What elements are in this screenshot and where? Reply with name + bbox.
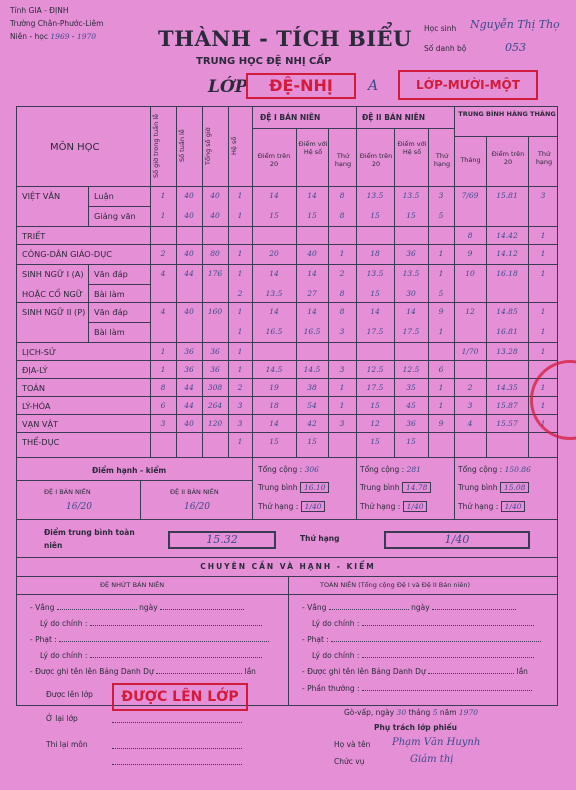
- conduct-sem1-label: ĐỆ I BÁN NIÊN: [44, 488, 91, 496]
- year-from: 1969: [50, 32, 70, 41]
- grade-cell-s2c: 17.5: [402, 327, 420, 336]
- grade-cell-r1: 8: [339, 289, 345, 298]
- grade-cell-s2: 18: [370, 249, 380, 258]
- s2-avg-value: 14.78: [402, 482, 431, 493]
- grade-cell-ms: 16.18: [496, 269, 518, 278]
- sem1-score-header: Điểm trên 20: [257, 152, 291, 168]
- student-label: Học sinh: [424, 24, 457, 33]
- grade-cell-t: 308: [207, 383, 223, 392]
- hours-header: Số giờ trong tuần lễ: [152, 113, 160, 179]
- grade-cell-s2c: 45: [406, 401, 416, 410]
- grade-cell-r1: 3: [339, 419, 345, 428]
- grade-cell-r1: 1: [339, 401, 345, 410]
- grade-cell-s1c: 14.5: [303, 365, 321, 374]
- grade-cell-s2c: 13.5: [402, 191, 420, 200]
- right-absent-row: - Vắng ngày: [302, 603, 552, 612]
- m-rank-value: 1/40: [501, 501, 526, 512]
- grade-cell-s1c: 42: [307, 419, 317, 428]
- sem2-score-header: Điểm trên 20: [359, 152, 393, 168]
- grade-cell-s1: 19: [269, 383, 279, 392]
- grade-cell-c: 1: [237, 307, 243, 316]
- grade-cell-c: 1: [237, 191, 243, 200]
- s1-total-label: Tổng cộng: [258, 465, 298, 474]
- name-value: Phạm Văn Huynh: [392, 737, 481, 748]
- conduct-sem1-value: 16/20: [66, 502, 92, 512]
- grade-cell-c: 3: [237, 419, 243, 428]
- grade-cell-mo: 9: [467, 249, 473, 258]
- grade-cell-t: 160: [207, 307, 223, 316]
- grade-cell-ms: 15.81: [496, 191, 518, 200]
- grade-cell-c: 1: [237, 327, 243, 336]
- grade-cell-s2c: 35: [406, 383, 416, 392]
- left-absent-row: - Vắng ngày: [30, 603, 280, 612]
- grade-cell-mo: 1/70: [461, 347, 479, 356]
- grade-cell-r2: 6: [438, 365, 444, 374]
- s1-avg-value: 16.10: [300, 482, 329, 493]
- grade-cell-s1: 13.5: [265, 289, 283, 298]
- grade-cell-r2: 1: [438, 401, 444, 410]
- monthly-header: TRUNG BÌNH HÀNG THÁNG: [458, 110, 556, 118]
- grade-cell-s2c: 15: [406, 437, 416, 446]
- grade-cell-mo: 10: [465, 269, 475, 278]
- m-rank-label: Thứ hạng: [458, 502, 494, 511]
- grade-cell-r2: 3: [438, 191, 444, 200]
- position-value: Giám thị: [410, 754, 454, 765]
- total-hours-header: Tổng số giờ: [204, 127, 212, 165]
- page-title: THÀNH - TÍCH BIỂU: [158, 26, 412, 51]
- grade-cell-mr: 1: [540, 383, 546, 392]
- grade-cell-r1: 8: [339, 307, 345, 316]
- grade-cell-s1c: 15: [307, 437, 317, 446]
- grade-cell-h: 8: [160, 383, 166, 392]
- grade-cell-t: 40: [210, 211, 220, 220]
- grade-cell-s1c: 27: [307, 289, 317, 298]
- sem1-rank-header: Thứ hạng: [334, 152, 352, 168]
- attendance-title: CHUYÊN CẦN VÀ HẠNH - KIỂM: [200, 562, 376, 571]
- grade-cell-w: 36: [184, 347, 194, 356]
- retake-label: Thi lại môn: [46, 740, 88, 749]
- grade-cell-w: 36: [184, 365, 194, 374]
- grade-cell-h: 3: [160, 419, 166, 428]
- grade-cell-t: 264: [207, 401, 223, 410]
- grade-cell-ms: 14.35: [496, 383, 518, 392]
- grade-cell-mr: 3: [540, 191, 546, 200]
- grade-cell-ms: 15.57: [496, 419, 518, 428]
- conduct-sem2-label: ĐỆ II BÁN NIÊN: [170, 488, 219, 496]
- grade-cell-w: 40: [184, 249, 194, 258]
- grade-cell-s2c: 36: [406, 419, 416, 428]
- grade-cell-h: 4: [160, 269, 166, 278]
- grade-cell-w: 44: [184, 383, 194, 392]
- grade-cell-s2: 12.5: [366, 365, 384, 374]
- subject-name: LỊCH-SỬ: [22, 347, 57, 357]
- grade-cell-c: 1: [237, 211, 243, 220]
- grade-cell-r1: 1: [339, 249, 345, 258]
- position-label: Chức vụ: [334, 757, 365, 766]
- grade-cell-c: 2: [237, 289, 243, 298]
- grade-cell-h: 6: [160, 401, 166, 410]
- grade-cell-s2: 12: [370, 419, 380, 428]
- grade-cell-h: 1: [160, 347, 166, 356]
- grade-cell-c: 1: [237, 437, 243, 446]
- promoted-stamp: ĐƯỢC LÊN LỚP: [112, 683, 248, 711]
- number-label: Số danh bộ: [424, 44, 467, 53]
- subject-name: THỂ-DỤC: [22, 437, 60, 447]
- grade-cell-s1c: 14: [307, 307, 317, 316]
- subject-sub: Văn đáp: [94, 307, 128, 317]
- subject-sub: Bài làm: [94, 289, 125, 299]
- grade-cell-r2: 5: [438, 289, 444, 298]
- class-stamp: ĐỆ-NHỊ: [246, 73, 356, 99]
- left-excuse-row-2: Lý do chính :: [40, 651, 285, 660]
- grade-cell-t: 120: [207, 419, 223, 428]
- school-label: Trường Chân-Phước-Liêm: [10, 19, 104, 28]
- right-honor-row: - Được ghi tên lên Bảng Danh Dự lần: [302, 667, 528, 676]
- s1-rank-label: Thứ hạng: [258, 502, 294, 511]
- left-excuse-row-1: Lý do chính :: [40, 619, 285, 628]
- grade-cell-r2: 1: [438, 269, 444, 278]
- grade-cell-w: 44: [184, 401, 194, 410]
- grade-cell-s2c: 14: [406, 307, 416, 316]
- number-value: 053: [505, 41, 526, 54]
- subject-sub: Giảng văn: [94, 211, 136, 221]
- s2-total-label: Tổng cộng: [360, 465, 400, 474]
- subject-name: SINH NGỮ I (A): [22, 269, 84, 279]
- subject-sub: Luận: [94, 191, 114, 201]
- grade-cell-h: 1: [160, 365, 166, 374]
- subject-name: VẠN VẬT: [22, 419, 59, 429]
- grade-cell-h: 1: [160, 191, 166, 200]
- class-label: LỚP: [208, 77, 248, 97]
- subject-sub: Văn đáp: [94, 269, 128, 279]
- month-score-header: Điểm trên 20: [491, 150, 525, 166]
- student-value: Nguyễn Thị Thọ: [470, 18, 560, 31]
- promoted-label: Được lên lớp: [46, 690, 93, 699]
- subject-sub: Bài làm: [94, 327, 125, 337]
- grade-cell-s2: 13.5: [366, 269, 384, 278]
- grade-cell-s2c: 36: [406, 249, 416, 258]
- subject-name: CÔNG-DÂN GIÁO-DỤC: [22, 249, 112, 259]
- grade-cell-t: 36: [210, 365, 220, 374]
- weeks-header: Số tuần lễ: [178, 129, 186, 163]
- sem2-rank-header: Thứ hạng: [433, 152, 451, 168]
- grade-cell-s2: 17.5: [366, 327, 384, 336]
- sem1-coef-header: Điểm với Hệ số: [298, 140, 328, 156]
- s1-total-value: 306: [304, 465, 319, 474]
- grade-cell-s1: 20: [269, 249, 279, 258]
- class-stamp-2: LỚP-MƯỜI-MỘT: [398, 70, 538, 100]
- m-total-label: Tổng cộng: [458, 465, 498, 474]
- grade-cell-r2: 9: [438, 419, 444, 428]
- grade-cell-s2c: 12.5: [402, 365, 420, 374]
- s2-avg-label: Trung bình: [360, 483, 400, 492]
- grade-cell-r1: 2: [339, 269, 345, 278]
- grade-cell-r2: 9: [438, 307, 444, 316]
- grade-cell-ms: 15.87: [496, 401, 518, 410]
- s1-rank-value: 1/40: [301, 501, 326, 512]
- grade-cell-s1c: 14: [307, 269, 317, 278]
- grade-cell-s2: 13.5: [366, 191, 384, 200]
- signer-title: Phụ trách lớp phiếu: [374, 723, 457, 732]
- grade-cell-mo: 4: [467, 419, 473, 428]
- grade-cell-s1: 18: [269, 401, 279, 410]
- grade-cell-s2: 15: [370, 401, 380, 410]
- grade-cell-c: 3: [237, 401, 243, 410]
- grade-cell-s2: 15: [370, 211, 380, 220]
- grade-cell-h: 1: [160, 211, 166, 220]
- repeat-label: Ở lại lớp: [46, 714, 78, 723]
- grade-cell-mr: 1: [540, 419, 546, 428]
- subject-name: TOÁN: [22, 383, 46, 393]
- grade-cell-w: 40: [184, 191, 194, 200]
- month-rank-header: Thứ hạng: [535, 150, 553, 166]
- grade-cell-r2: 1: [438, 327, 444, 336]
- grade-cell-s2: 15: [370, 289, 380, 298]
- coef-header: Hệ số: [230, 136, 238, 156]
- right-excuse-row-2: Lý do chính :: [312, 651, 557, 660]
- grade-cell-s1c: 40: [307, 249, 317, 258]
- sem2-header: ĐỆ II BÁN NIÊN: [362, 113, 426, 122]
- grade-cell-s2: 17.5: [366, 383, 384, 392]
- s1-avg-label: Trung bình: [258, 483, 298, 492]
- conduct-sem2-value: 16/20: [184, 502, 210, 512]
- page-subtitle: TRUNG HỌC ĐỆ NHỊ CẤP: [196, 56, 332, 67]
- s2-rank-value: 1/40: [403, 501, 428, 512]
- grade-cell-r1: 8: [339, 191, 345, 200]
- grade-cell-r2: 1: [438, 249, 444, 258]
- m-avg-value: 15.08: [500, 482, 529, 493]
- left-penalty-row: - Phạt :: [30, 635, 280, 644]
- sem1-header: ĐỆ I BÁN NIÊN: [260, 113, 321, 122]
- grade-cell-s1: 14.5: [265, 365, 283, 374]
- grade-cell-s1: 16.5: [265, 327, 283, 336]
- grade-cell-s2: 14: [370, 307, 380, 316]
- grade-cell-s2c: 15: [406, 211, 416, 220]
- grade-cell-r1: 1: [339, 383, 345, 392]
- grade-cell-s2c: 30: [406, 289, 416, 298]
- year-row: Niên - học 1969 - 1970: [10, 32, 97, 41]
- grade-cell-mo: 7/69: [461, 191, 479, 200]
- grade-cell-r2: 5: [438, 211, 444, 220]
- grade-cell-w: 40: [184, 211, 194, 220]
- sem2-coef-header: Điểm với Hệ số: [397, 140, 427, 156]
- grade-cell-c: 1: [237, 249, 243, 258]
- subject-name: VIỆT VĂN: [22, 191, 61, 201]
- grade-cell-w: 44: [184, 269, 194, 278]
- right-excuse-row-1: Lý do chính :: [312, 619, 557, 628]
- grade-cell-t: 80: [210, 249, 220, 258]
- grade-cell-t: 40: [210, 191, 220, 200]
- grade-cell-s1c: 38: [307, 383, 317, 392]
- grade-cell-mr: 1: [540, 347, 546, 356]
- grade-cell-mr: 1: [540, 269, 546, 278]
- grade-cell-t: 176: [207, 269, 223, 278]
- subject-header: MÔN HỌC: [50, 142, 100, 153]
- attendance-left-header: ĐỆ NHỨT BÁN NIÊN: [100, 581, 165, 589]
- yearly-rank-label: Thứ hạng: [300, 534, 340, 543]
- grade-cell-mr: 1: [540, 327, 546, 336]
- right-penalty-row: - Phạt :: [302, 635, 552, 644]
- grade-cell-ms: 16.81: [496, 327, 518, 336]
- m-avg-label: Trung bình: [458, 483, 498, 492]
- conduct-title: Điểm hạnh - kiểm: [92, 466, 167, 475]
- grade-cell-mr: 1: [540, 401, 546, 410]
- grade-cell-s1: 15: [269, 211, 279, 220]
- year-label: Niên - học: [10, 32, 49, 41]
- s2-rank-label: Thứ hạng: [360, 502, 396, 511]
- grade-cell-t: 36: [210, 347, 220, 356]
- grade-cell-ms: 13.28: [496, 347, 518, 356]
- right-award-row: - Phần thưởng :: [302, 684, 552, 693]
- s2-total-value: 281: [406, 465, 421, 474]
- grade-cell-c: 1: [237, 347, 243, 356]
- grade-cell-h: 2: [160, 249, 166, 258]
- grade-cell-s1c: 54: [307, 401, 317, 410]
- date-row: Gò-vấp, ngày 30 tháng 5 năm 1970: [344, 708, 478, 717]
- subject-name: HOẶC CỔ NGỮ: [22, 289, 83, 299]
- province-label: Tỉnh GIA - ĐỊNH: [10, 6, 69, 15]
- grade-cell-s1c: 16.5: [303, 327, 321, 336]
- grade-cell-s1: 15: [269, 437, 279, 446]
- subject-name: LÝ-HÓA: [22, 401, 51, 411]
- yearly-rank-value: 1/40: [384, 531, 530, 549]
- grade-cell-mo: 12: [465, 307, 475, 316]
- grade-cell-s2: 15: [370, 437, 380, 446]
- grade-cell-ms: 14.85: [496, 307, 518, 316]
- grade-cell-r1: 8: [339, 211, 345, 220]
- name-label: Họ và tên: [334, 740, 371, 749]
- left-honor-row: - Được ghi tên lên Bảng Danh Dự lần: [30, 667, 256, 676]
- grade-cell-s1c: 14: [307, 191, 317, 200]
- grade-cell-s1: 14: [269, 269, 279, 278]
- grade-cell-mo: 3: [467, 401, 473, 410]
- grade-cell-s1c: 15: [307, 211, 317, 220]
- grade-cell-c: 1: [237, 365, 243, 374]
- grade-cell-r1: 3: [339, 327, 345, 336]
- yearly-avg-label: Điểm trung bình toàn niên: [44, 528, 135, 550]
- grade-cell-c: 1: [237, 269, 243, 278]
- grade-cell-ms: 14.42: [496, 231, 518, 240]
- grade-cell-w: 40: [184, 419, 194, 428]
- yearly-avg-value: 15.32: [168, 531, 276, 549]
- subject-name: ĐỊA-LÝ: [22, 365, 48, 375]
- grade-cell-r2: 1: [438, 383, 444, 392]
- grade-cell-s1: 14: [269, 419, 279, 428]
- grade-cell-mr: 1: [540, 231, 546, 240]
- grade-cell-mo: 2: [467, 383, 473, 392]
- grade-cell-s2c: 13.5: [402, 269, 420, 278]
- year-to: 1970: [76, 32, 97, 41]
- grade-cell-mr: 1: [540, 249, 546, 258]
- grade-cell-w: 40: [184, 307, 194, 316]
- grade-cell-c: 2: [237, 383, 243, 392]
- grade-cell-r1: 3: [339, 365, 345, 374]
- grade-cell-s1: 14: [269, 307, 279, 316]
- grade-cell-s1: 14: [269, 191, 279, 200]
- grade-cell-h: 4: [160, 307, 166, 316]
- month-header: Tháng: [460, 156, 481, 164]
- grade-cell-mr: 1: [540, 307, 546, 316]
- m-total-value: 150.86: [504, 465, 531, 474]
- attendance-right-header: TOÀN NIÊN (Tổng cộng Đệ I và Đệ II Bán niên): [320, 581, 471, 589]
- grade-cell-ms: 14.12: [496, 249, 518, 258]
- subject-name: TRIẾT: [22, 231, 46, 241]
- grade-cell-mo: 8: [467, 231, 473, 240]
- class-letter: A: [368, 78, 379, 94]
- subject-name: SINH NGỮ II (P): [22, 307, 86, 317]
